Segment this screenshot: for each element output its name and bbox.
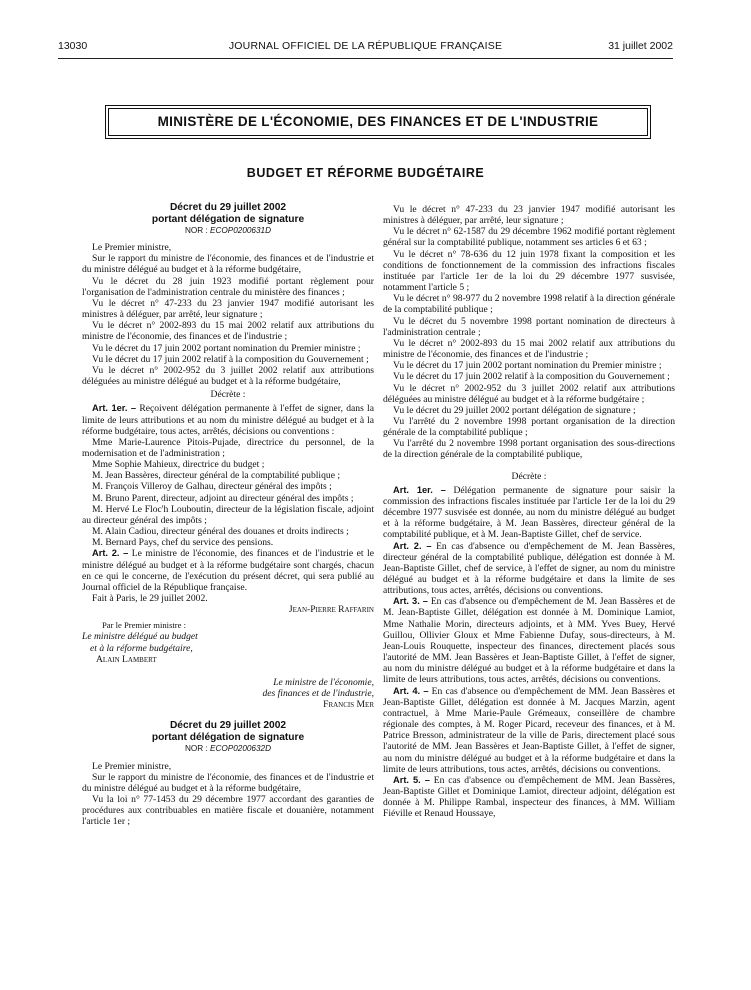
header-rule xyxy=(58,58,673,59)
decree2-para: Vu le décret du 29 juillet 2002 portant délégation de signature ; xyxy=(393,404,636,416)
decree2-para: Le Premier ministre, xyxy=(92,760,172,772)
min-delegue-name: Alain Lambert xyxy=(96,653,157,665)
decree2-para: Sur le rapport du ministre de l'économie, des finances et de l'industrie et du ministre délégué au budget et à la réforme budgétaire, xyxy=(82,771,374,794)
page-number: 13030 xyxy=(58,40,88,52)
decree1-para: Le Premier ministre, xyxy=(92,242,172,254)
decree1-para: Sur le rapport du ministre de l'économie, des finances et de l'industrie et du ministre délégué au budget et à la réforme budgétaire, xyxy=(82,253,374,276)
decree2-para: Vu le décret du 17 juin 2002 portant nomination du Premier ministre ; xyxy=(393,360,662,372)
delegate-item: M. Hervé Le Floc'h Louboutin, directeur de la législation fiscale, adjoint au directeur général des impôts ; xyxy=(82,503,374,526)
decree2-article xyxy=(383,775,675,820)
decree1-para: Vu le décret du 28 juin 1923 modifié portant règlement pour l'organisation de l'administration centrale du ministère des finances ; xyxy=(82,275,374,298)
art-label: Art. 2. – xyxy=(393,540,432,551)
decree2-para: Vu le décret n° 47-233 du 23 janvier 1947 modifié autorisant les ministres à déléguer, par arrêté, leur signature ; xyxy=(383,204,675,227)
art-label: Art. 1er. – xyxy=(92,403,137,414)
nor-code: ECOP0200631D xyxy=(210,226,272,235)
decree2-para: Vu le décret n° 78-636 du 12 juin 1978 fixant la composition et les conditions de fonctionnement de la commission des infractions fiscales instituée par l'article 1er de la loi du 29 décembre 1977 susvisée, notamment l'article 5 ; xyxy=(383,248,675,294)
art-label: Art. 4. – xyxy=(393,685,429,696)
page-header xyxy=(58,40,673,56)
delegate-item: Mme Sophie Mahieux, directrice du budget ; xyxy=(92,459,265,471)
art-text: En cas d'absence ou d'empêchement de MM. Jean Bassères et Jean-Baptiste Gillet, délégation est donnée à M. Jacques Marzin, agent contractuel, à Mme Marie-Paule Grémeaux, conseillère de chambre régionale des comptes, à M. Roger Picard, receveur des finances, et à M. Patrice Bresson, administrateur de la ville de Paris, directement placé sous l'autorité de MM. Jean Bassères et Jean-Baptiste Gillet, à l'effet de signer, au nom du ministre délégué au budget et à la réforme budgétaire et dans la limite de leurs attributions, tous actes, arrêtés, décisions ou conventions. xyxy=(383,685,675,775)
decree1-para: Vu le décret n° 47-233 du 23 janvier 1947 modifié autorisant les ministres à déléguer, par arrêté, leur signature ; xyxy=(82,297,374,321)
pm-signature: Jean-Pierre Raffarin xyxy=(288,604,374,616)
art-text: Le ministre de l'économie, des finances et de l'industrie et le ministre délégué au budget et à la réforme budgétaire sont chargés, chacun en ce qui le concerne, de l'exécution du présent décret, qui sera publié au Journal officiel de la République française. xyxy=(82,548,374,593)
art-label: Art. 1er. – xyxy=(393,484,446,495)
decree2-para: Vu le décret n° 2002-952 du 3 juillet 2002 relatif aux attributions déléguées au ministre délégué au budget et à la réforme budgétaire ; xyxy=(383,382,675,405)
decree2-para: Vu le décret du 5 novembre 1998 portant nomination de directeurs à l'administration centrale ; xyxy=(383,315,675,338)
decree1-para: Vu le décret du 17 juin 2002 relatif à la composition du Gouvernement ; xyxy=(92,353,369,365)
decree2-article xyxy=(383,541,675,597)
nor-label: NOR : xyxy=(184,744,211,754)
art-text: En cas d'absence ou d'empêchement de M. Jean Bassères et de M. Jean-Baptiste Gillet, délégation est donnée à M. Dominique Lamiot, Mme Nathalie Morin, directeurs adjoints, et à MM. Yves Buey, Hervé Guillou, Ollivier Gloux et Mme Fabienne Dufay, sous-directeurs, à M. Jean-Louis Rouquette, inspecteur des finances, directement placés sous l'autorité de MM. Jean Bassères et Jean-Baptiste Gillet, à l'effet de signer, au nom du ministre délégué au budget et à la réforme budgétaire et dans la limite de leurs attributions, tous actes, arrêtés, décisions ou conventions. xyxy=(383,596,675,686)
decree2-article xyxy=(383,485,675,541)
decree1-art1 xyxy=(82,403,374,436)
decree1-decrete: Décrète : xyxy=(210,389,246,401)
decree2-para: Vu le décret n° 62-1587 du 29 décembre 1962 modifié portant règlement général sur la comptabilité publique, notamment ses articles 6 et 63 ; xyxy=(383,226,675,249)
decree1-para: Vu le décret n° 2002-952 du 3 juillet 2002 relatif aux attributions déléguées au ministre délégué au budget et à la réforme budgétaire, xyxy=(82,364,374,388)
nor-label: NOR : xyxy=(184,226,211,235)
art-text: En cas d'absence ou d'empêchement de MM. Jean Bassères, Jean-Baptiste Gillet et Dominique Lamiot, directeur adjoint, délégation est donnée à M. Philippe Rambal, inspecteur des finances, à MM. William Fiéville et Renaud Houssaye, xyxy=(383,774,675,820)
decree1-done: Fait à Paris, le 29 juillet 2002. xyxy=(92,593,208,604)
nor-code: ECOP0200632D xyxy=(210,744,272,754)
left-column xyxy=(82,202,374,828)
right-column xyxy=(383,204,675,819)
decree1-para: Vu le décret n° 2002-893 du 15 mai 2002 relatif aux attributions du ministre de l'économie, des finances et de l'industrie ; xyxy=(82,320,374,343)
min-delegue-line1: Le ministre délégué au budget xyxy=(82,631,198,643)
journal-title: JOURNAL OFFICIEL DE LA RÉPUBLIQUE FRANÇAISE xyxy=(228,40,503,52)
min-eco-line2: des finances et de l'industrie, xyxy=(262,688,374,700)
decree1-title-line2: portant délégation de signature xyxy=(151,213,305,225)
art-label: Art. 3. – xyxy=(393,596,428,607)
art-text: En cas d'absence ou d'empêchement de M. Jean Bassères, directeur général de la comptabilité publique, délégation est donnée à M. Jean-Baptiste Gillet, chef de service, à l'effet de signer, au nom du ministre délégué au budget et à la réforme budgétaire et dans la limite de ses attributions, tous actes, arrêtés, décisions ou conventions. xyxy=(383,540,675,597)
delegate-item: M. Bruno Parent, directeur, adjoint au directeur général des impôts ; xyxy=(92,492,354,504)
decree2-article xyxy=(383,596,675,685)
decree1-para: Vu le décret du 17 juin 2002 portant nomination du Premier ministre ; xyxy=(92,342,361,354)
decree2-title xyxy=(82,720,374,743)
issue-date: 31 juillet 2002 xyxy=(608,40,673,52)
art-text: Délégation permanente de signature pour saisir la commission des infractions fiscales instituée par l'article 1er de la loi du 29 décembre 1977 susvisée est donnée, au nom du ministre délégué au budget et à la réforme budgétaire, à M. Jean Bassères, directeur général de la comptabilité publique, et à M. Jean-Baptiste Gillet, chef de service. xyxy=(383,484,675,541)
delegate-item: Mme Marie-Laurence Pitois-Pujade, directrice du personnel, de la modernisation et de l'administration ; xyxy=(82,436,374,459)
decree1-art2 xyxy=(82,548,374,593)
decree2-para: Vu le décret n° 2002-893 du 15 mai 2002 relatif aux attributions du ministre de l'économie, des finances et de l'industrie ; xyxy=(383,337,675,361)
min-eco-line1: Le ministre de l'économie, xyxy=(273,676,374,688)
art-label: Art. 5. – xyxy=(393,774,430,785)
decree2-para: Vu la loi n° 77-1453 du 29 décembre 1977 accordant des garanties de procédures aux contribuables en matière fiscale et douanière, notamment l'article 1er ; xyxy=(82,794,374,828)
par-premier-ministre: Par le Premier ministre : xyxy=(102,620,187,631)
min-delegue-line2: et à la réforme budgétaire, xyxy=(90,642,193,654)
ministry-box: MINISTÈRE DE L'ÉCONOMIE, DES FINANCES ET DE L'INDUSTRIE xyxy=(108,108,648,136)
decree2-nor xyxy=(82,743,374,754)
decree2-article xyxy=(383,686,675,775)
decree2-para: Vu l'arrêté du 2 novembre 1998 portant organisation de la direction générale de la comptabilité publique ; xyxy=(383,415,675,439)
delegate-item: M. Jean Bassères, directeur général de la comptabilité publique ; xyxy=(92,470,341,482)
section-title: BUDGET ET RÉFORME BUDGÉTAIRE xyxy=(246,166,485,180)
decree2-para: Vu le décret n° 98-977 du 2 novembre 1998 relatif à la direction générale de la comptabilité publique ; xyxy=(383,293,675,316)
art-text: Reçoivent délégation permanente à l'effet de signer, dans la limite de leurs attributions et au nom du ministre délégué au budget et à la réforme budgétaire, tous actes, arrêtés, décisions ou conventions : xyxy=(82,403,374,437)
decree1-nor xyxy=(82,225,374,236)
decree2-para: Vu le décret du 17 juin 2002 relatif à la composition du Gouvernement ; xyxy=(393,371,670,383)
delegate-item: M. François Villeroy de Galhau, directeur général des impôts ; xyxy=(92,481,332,493)
decree2-para: Vu l'arrêté du 2 novembre 1998 portant organisation des sous-directions de la direction générale de la comptabilité publique, xyxy=(383,438,675,461)
decree2-title-line2: portant délégation de signature xyxy=(151,731,305,743)
decree2-title-line1: Décret du 29 juillet 2002 xyxy=(169,720,287,732)
decree1-title xyxy=(82,202,374,225)
delegate-item: M. Alain Cadiou, directeur général des douanes et droits indirects ; xyxy=(92,526,349,538)
decree1-title-line1: Décret du 29 juillet 2002 xyxy=(169,202,287,213)
art-label: Art. 2. – xyxy=(92,548,129,559)
delegate-item: M. Bernard Pays, chef du service des pensions. xyxy=(92,537,274,549)
decree2-decrete: Décrète : xyxy=(511,470,547,482)
min-eco-name: Francis Mer xyxy=(323,699,374,711)
